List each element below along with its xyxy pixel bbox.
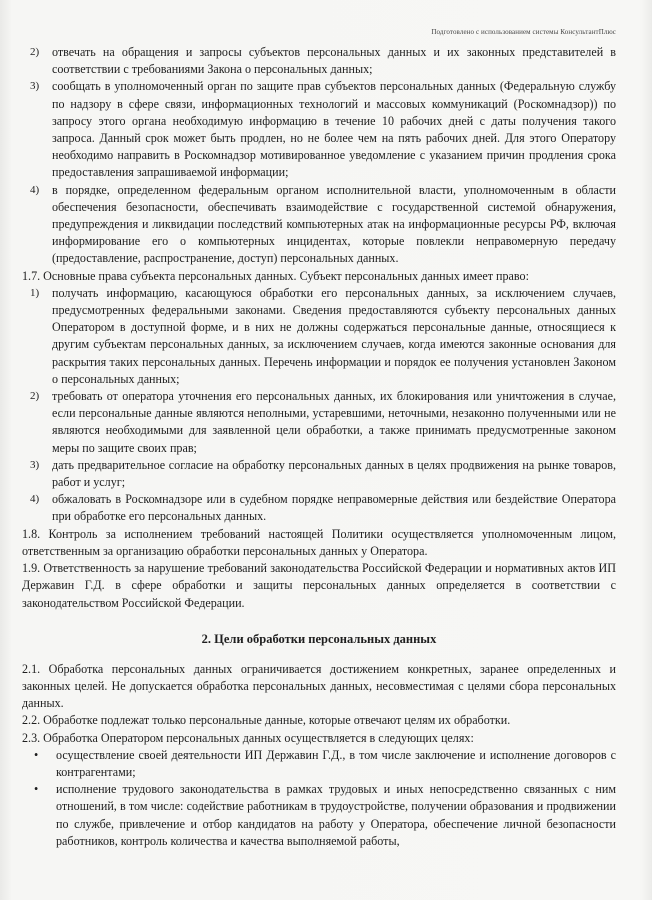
list-text: отвечать на обращения и запросы субъектов персональных данных и их законных представителей в соответствии с требованиями Закона о персональных данных;: [52, 45, 616, 77]
section-title: 2. Цели обработки персональных данных: [201, 631, 437, 646]
list-item: [22, 182, 616, 268]
list-item: [22, 44, 616, 78]
list-number: 4): [30, 183, 40, 196]
list-text: сообщать в уполномоченный орган по защите прав субъектов персональных данных (Федеральную службу по надзору в сфере связи, информационных технологий и массовых коммуникаций (Роскомнадзор)) по запросу этого органа необходимую информацию в течение 10 рабочих дней с даты получения такого запроса. Данный срок может быть продлен, но не более чем на пять рабочих дней. Для этого Оператору необходимо направить в Роскомнадзор мотивированное уведомление с указанием причин продления срока предоставления запрашиваемой информации;: [52, 79, 616, 180]
list-text: дать предварительное согласие на обработку персональных данных в целях продвижения на рынке товаров, работ и услуг;: [52, 457, 616, 490]
list-item: [22, 78, 616, 181]
list-number: 2): [30, 46, 40, 58]
list-text: получать информацию, касающуюся обработки его персональных данных, за исключением случаев, предусмотренных федеральными законами. Сведения предоставляются субъекту персональных данных Оператором в доступной форме, и в них не должны содержаться персональные данные, относящиеся к другим субъектам персональных данных, за исключением случаев, когда имеются законные основания для раскрытия таких персональных данных. Перечень информации и порядок ее получения установлен Законом о персональных данных;: [52, 285, 616, 386]
paragraph-2-3: 2.3. Обработка Оператором персональных данных осуществляется в следующих целях:: [22, 730, 474, 745]
list-number: 4): [30, 493, 40, 506]
paragraph-1-8: 1.8. Контроль за исполнением требований настоящей Политики осуществляется уполномоченным лицом, ответственным за организацию обработки персональных данных у Оператора.: [22, 526, 616, 558]
bullet-item: [22, 781, 616, 850]
list-number: 3): [30, 80, 40, 93]
bullet-text: исполнение трудового законодательства в рамках трудовых и иных непосредственно связанных с ним отношений, в том числе: содействие работникам в трудоустройстве, получении образования и продвижении по службе, привлечение и отбор кандидатов на работу у Оператора, обеспечение личной безопасности работников, контроль количества и качества выполняемой работы,: [56, 782, 616, 848]
paragraph-2-1: 2.1. Обработка персональных данных ограничивается достижением конкретных, заранее определенных и законных целей. Не допускается обработка персональных данных, несовместимая с целями сбора персональных данных.: [22, 661, 616, 711]
list-number: 3): [30, 458, 40, 471]
list-item: [22, 491, 616, 525]
list-item: [22, 285, 616, 388]
list-item: [22, 457, 616, 491]
list-text: в порядке, определенном федеральным органом исполнительной власти, уполномоченным в области обеспечения безопасности, обеспечивать взаимодействие с государственной системой обнаружения, предупреждения и ликвидации последствий компьютерных атак на информационные ресурсы РФ, включая информирование его о компьютерных инцидентах, которые повлекли неправомерную передачу (предоставление, распространение, доступ) персональных данных.: [52, 182, 616, 266]
list-number: 1): [30, 286, 40, 299]
bullet-item: [22, 747, 616, 781]
paragraph-2-2: 2.2. Обработке подлежат только персональные данные, которые отвечают целям их обработки.: [22, 713, 511, 728]
bullet-text: осуществление своей деятельности ИП Державин Г.Д., в том числе заключение и исполнение договоров с контрагентами;: [56, 747, 616, 779]
list-text: требовать от оператора уточнения его персональных данных, их блокирования или уничтожения в случае, если персональные данные являются неполными, устаревшими, неточными, незаконно полученными или не являются необходимыми для заявленной цели обработки, а также принимать предусмотренные законом меры по защите своих прав;: [52, 389, 616, 455]
paragraph-1-7: 1.7. Основные права субъекта персональных данных. Субъект персональных данных имеет право:: [22, 268, 529, 283]
bullet-icon: •: [34, 782, 39, 797]
list-number: 2): [30, 390, 40, 403]
paragraph-1-9: 1.9. Ответственность за нарушение требований законодательства Российской Федерации и нормативных актов ИП Державин Г.Д. в сфере обработки и защиты персональных данных определяется в соответствии с законодательством Российской Федерации.: [22, 561, 616, 610]
bullet-icon: •: [34, 747, 39, 762]
list-text: обжаловать в Роскомнадзоре или в судебном порядке неправомерные действия или бездействие Оператора при обработке его персональных данных.: [52, 492, 616, 524]
list-item: [22, 388, 616, 457]
page-header: Подготовлено с использованием системы КонсультантПлюс: [431, 28, 616, 36]
